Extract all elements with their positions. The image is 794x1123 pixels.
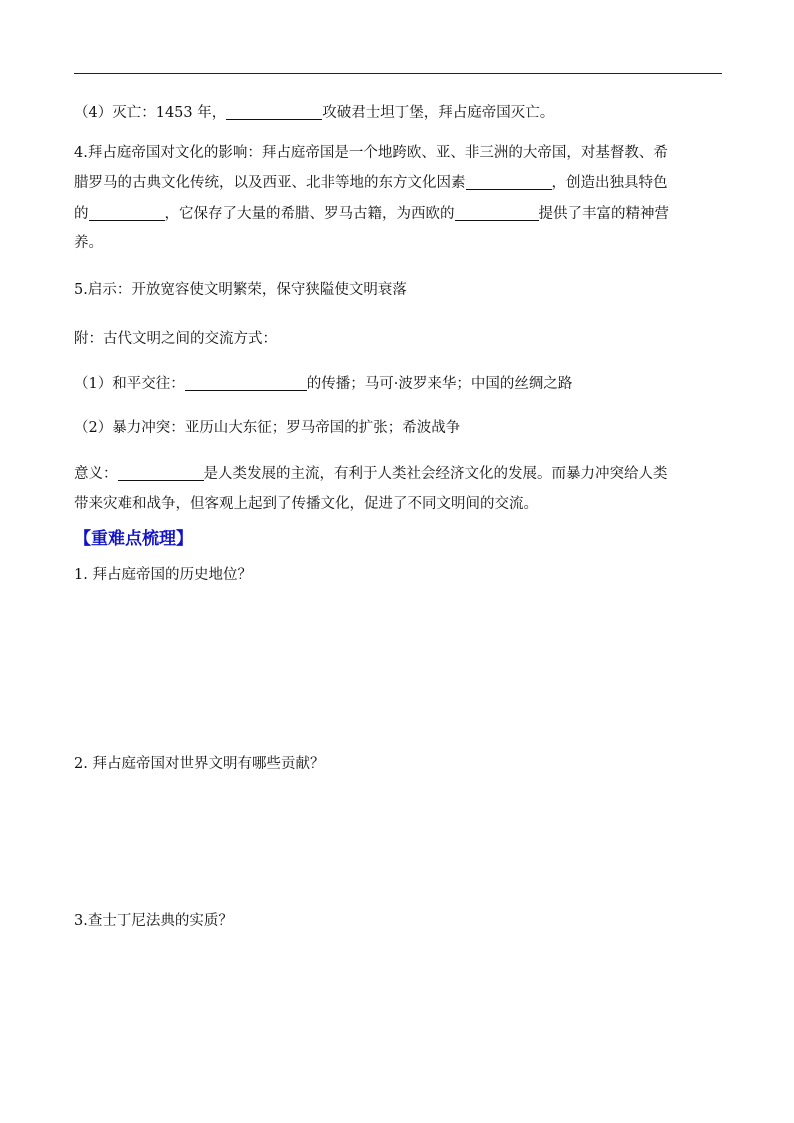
culture-line-3: 的 ，它保存了大量的希腊、罗马古籍，为西欧的 提供了丰富的精神营 <box>74 206 669 222</box>
question-2: 2. 拜占庭帝国对世界文明有哪些贡献？ <box>74 756 325 772</box>
fill-blank-renaissance[interactable] <box>455 204 539 221</box>
culture-line-4: 养。 <box>74 235 103 251</box>
header-rule <box>74 73 722 74</box>
meaning-line-1: 意义： 是人类发展的主流，有利于人类社会经济文化的发展。而暴力冲突给人类 <box>74 466 668 482</box>
section-heading: 【重难点梳理】 <box>74 529 193 549</box>
insight-line: 5.启示：开放宽容使文明繁荣，保守狭隘使文明衰落 <box>74 282 407 298</box>
meaning-line-2: 带来灾难和战争，但客观上起到了传播文化，促进了不同文明间的交流。 <box>74 496 538 512</box>
culture-line-2: 腊罗马的古典文化传统，以及西亚、北非等地的东方文化因素 ，创造出独具特色 <box>74 175 668 191</box>
fill-blank-conqueror[interactable] <box>226 103 322 120</box>
question-3: 3.查士丁尼法典的实质？ <box>74 913 233 929</box>
fill-blank-religion[interactable] <box>185 374 307 391</box>
culture-line-1: 4.拜占庭帝国对文化的影响：拜占庭帝国是一个地跨欧、亚、非三洲的大帝国，对基督教、希 <box>74 145 668 161</box>
fill-blank-peaceful[interactable] <box>118 464 204 481</box>
peace-line: （1）和平交往： 的传播；马可·波罗来华；中国的丝绸之路 <box>74 376 573 392</box>
fill-blank-fusion[interactable] <box>466 173 552 190</box>
war-line: （2）暴力冲突：亚历山大东征；罗马帝国的扩张；希波战争 <box>74 420 461 436</box>
appendix-title: 附：古代文明之间的交流方式： <box>74 331 277 347</box>
fill-blank-culture[interactable] <box>89 204 165 221</box>
question-1: 1. 拜占庭帝国的历史地位？ <box>74 567 252 583</box>
fall-line: （4）灭亡：1453 年， 攻破君士坦丁堡，拜占庭帝国灭亡。 <box>74 105 555 121</box>
